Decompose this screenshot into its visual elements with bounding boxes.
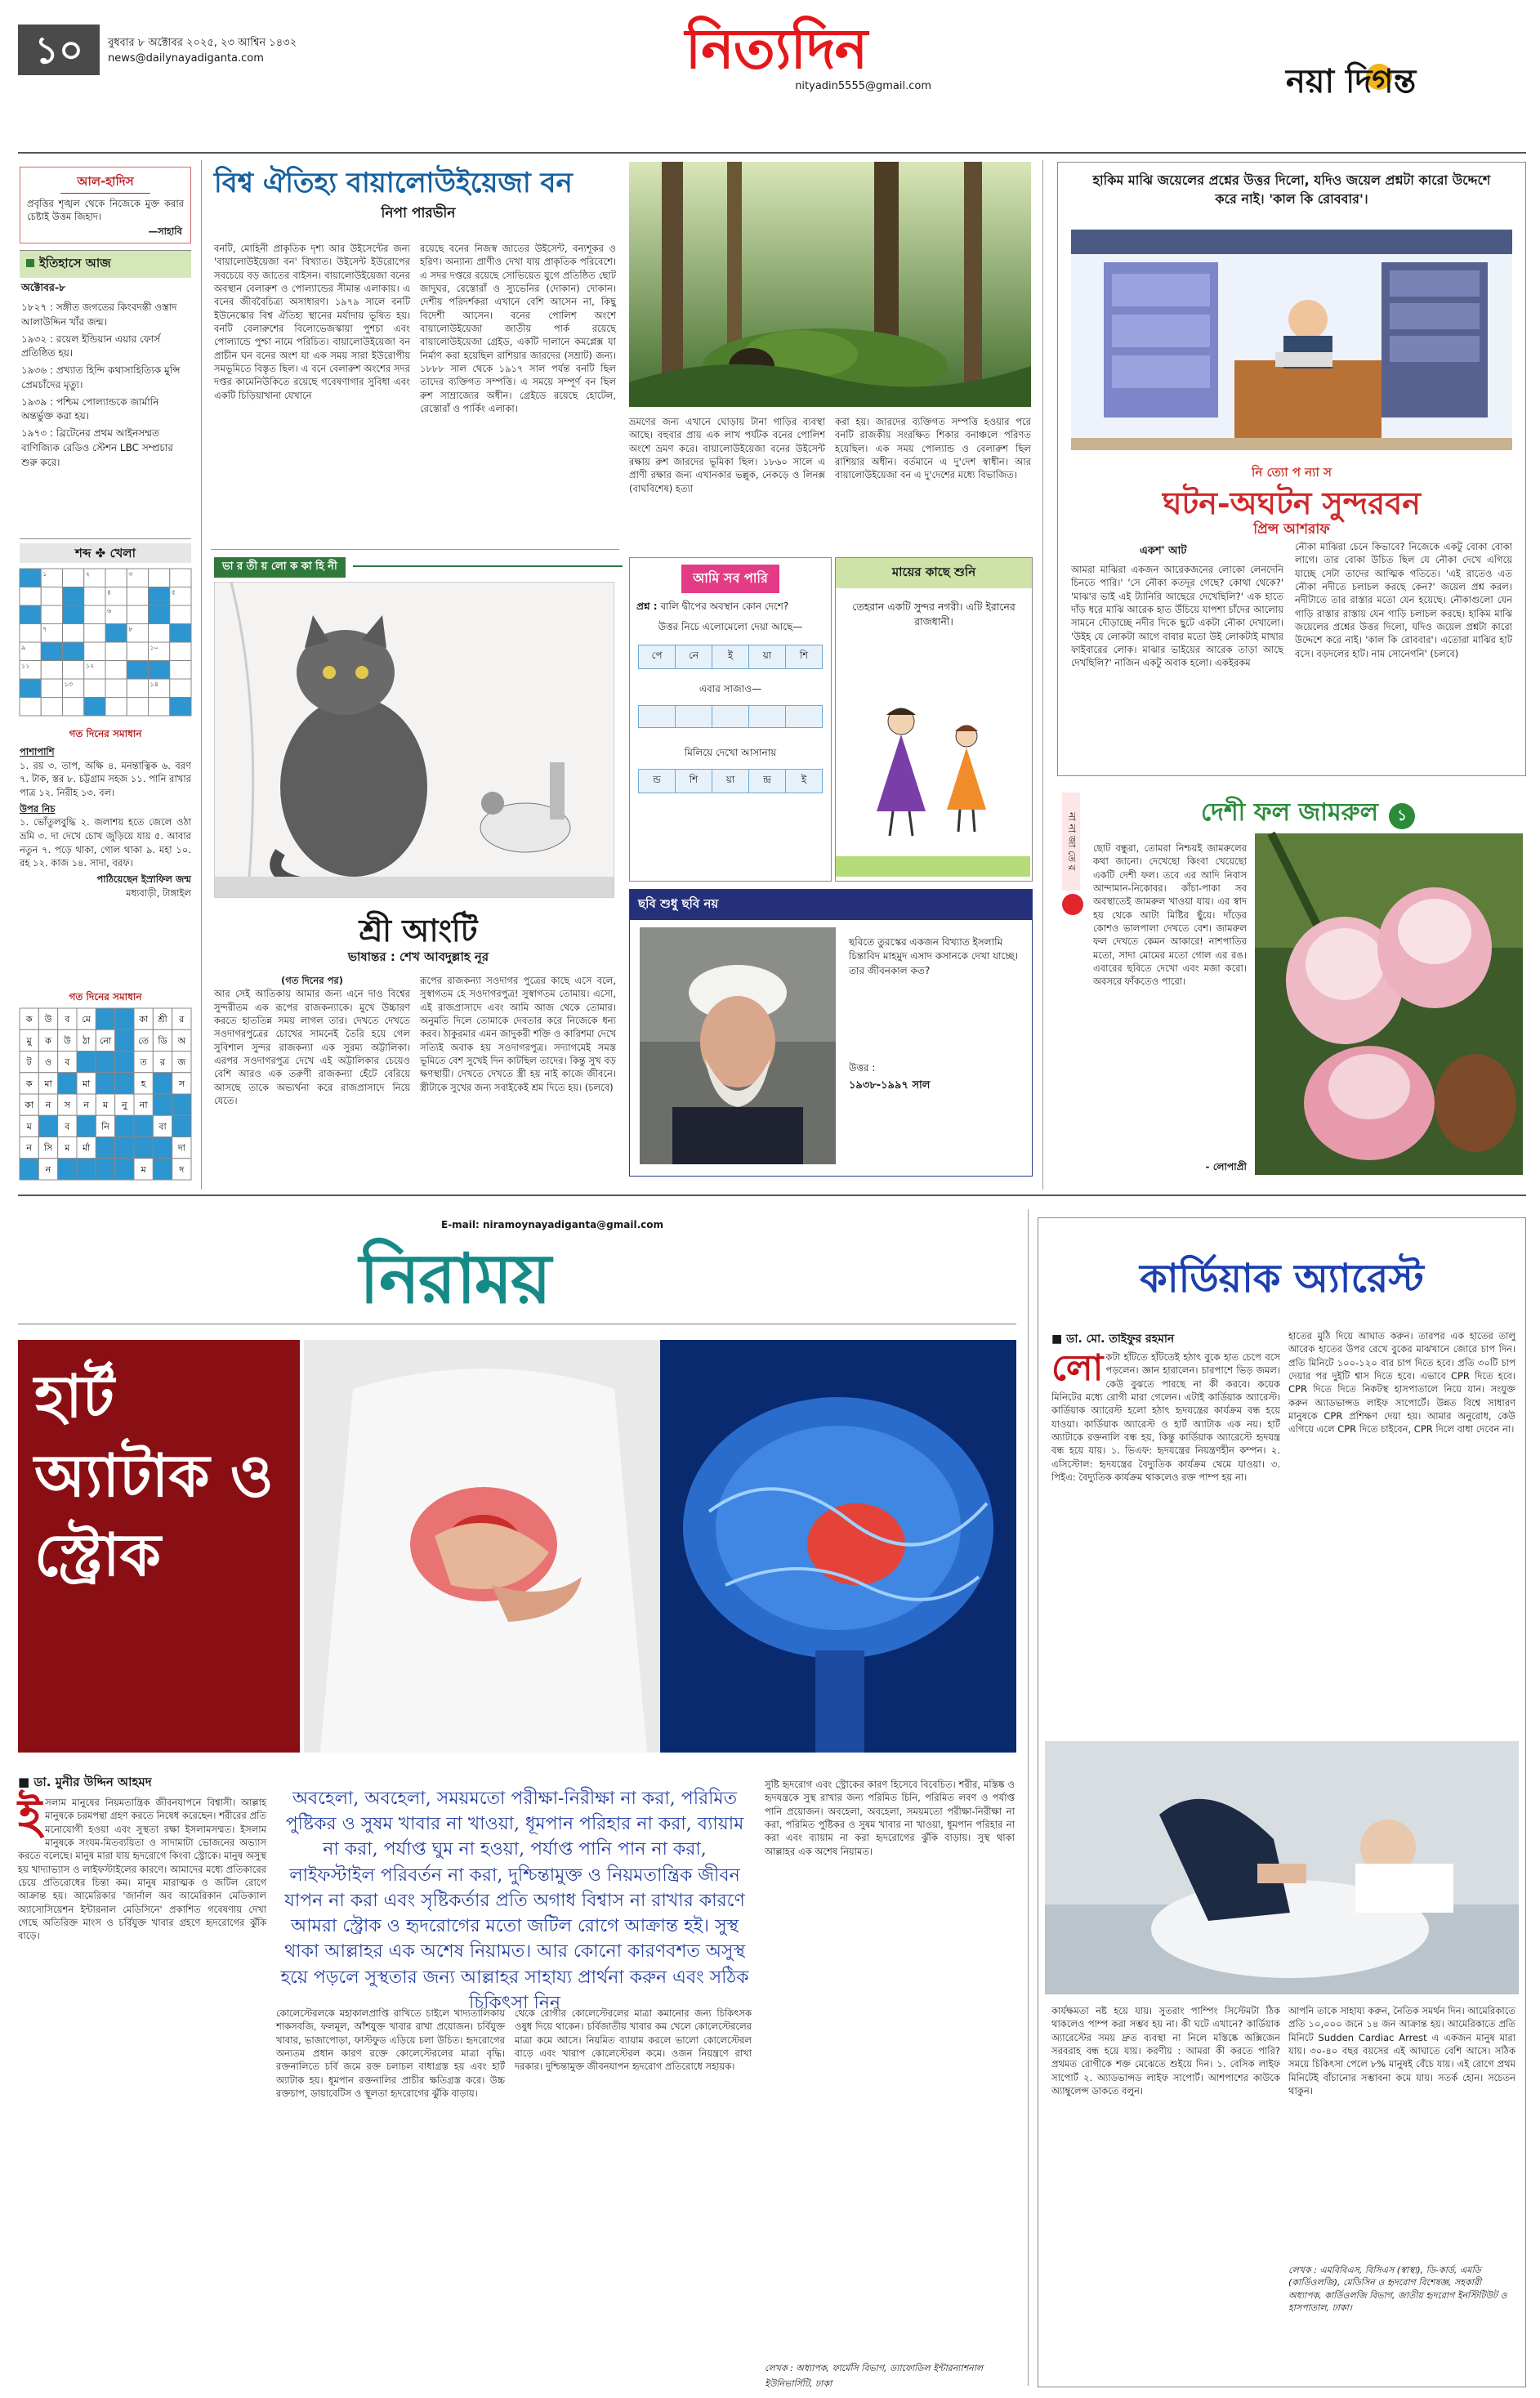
- solution-cell: [96, 1008, 114, 1029]
- crossword-cell[interactable]: [63, 569, 84, 587]
- novel-kicker: নি ত্যো প ন্যা স: [1252, 465, 1332, 480]
- quiz-cell: ই: [786, 770, 822, 793]
- quiz-cell: শি: [676, 770, 712, 793]
- fruit-side-label: [1062, 793, 1080, 891]
- puzzle-author-place: মধ্যবাড়ী, টাঙ্গাইল: [126, 886, 191, 899]
- solution-letter: সি: [43, 1142, 53, 1154]
- quiz-empty-cell[interactable]: [712, 706, 749, 727]
- cardiac-col-3: কার্যক্ষমতা নষ্ট হয়ে যায়। সুতরাং পাম্পিং সিস্টেমটা ঠিক থাকলেও পাম্প করা সম্ভব হয় না। কী ঘটে এখানে? কার্ডিয়াক অ্যারেস্টের সময় দ্রুত ব্যবস্থা না নিলে মস্তিষ্কে অক্সিজেন সরবরাহ বন্ধ হয়ে যায়। করণীয় : আমরা কী করতে পারি? প্রথমত রোগীকে শক্ত মেঝেতে শুইয়ে দিন। ১. বেসিক লাইফ সাপোর্ট ২. অ্যাডভান্সড লাইফ সাপোর্ট। আশপাশের কাউকে অ্যাম্বুলেন্স ডাকতে বলুন।: [1051, 2005, 1280, 2097]
- fruit-photo: [1255, 833, 1523, 1175]
- pull-quote: অবহেলা, অবহেলা, সময়মতো পরীক্ষা-নিরীক্ষা না করা, পরিমিত পুষ্টিকর ও সুষম খাবার না খাওয়া, ধূমপান পরিহার না করা, ব্যায়াম না করা, পর্যাপ্ত ঘুম না হওয়া, পর্যাপ্ত পানি পান না করা, লাইফস্টাইল পরিবর্তন না করা, দুশ্চিন্তামুক্ত ও নিয়মতান্ত্রিক জীবন যাপন না করা এবং সৃষ্টিকর্তার প্রতি অগাধ বিশ্বাস না রাখার কারণে আমরা স্ট্রোক ও হৃদরোগের মতো জটিল রোগে আক্রান্ত হই। সুস্থ থাকা আল্লাহর এক অশেষ নিয়ামত। আর কোনো কারণবশত অসুস্থ হয়ে পড়লে সুস্থতার জন্য আল্লাহর সাহায্য প্রার্থনা করুন এবং সঠিক চিকিৎসা নিন: [280, 1788, 749, 2013]
- solution-cell: [96, 1137, 114, 1159]
- puzzle-title-bar: [20, 543, 191, 563]
- cat-image: [215, 583, 614, 897]
- hadith-source: —সাহাবি: [148, 226, 182, 238]
- mother-box: [835, 557, 1033, 882]
- crossword-cell[interactable]: [105, 624, 127, 643]
- crossword-number: ১১: [21, 662, 30, 670]
- quiz-row-3: [638, 769, 823, 793]
- crossword-grid-svg: [20, 569, 191, 716]
- crossword-number: ২: [85, 570, 90, 578]
- solution-cell: [96, 1159, 114, 1180]
- across-title: পাশাপাশি: [20, 746, 55, 757]
- quiz-row-1: [638, 645, 823, 669]
- office-illustration: [1071, 230, 1512, 450]
- hadith-box: [20, 167, 191, 243]
- quiz-question: বালি দ্বীপের অবস্থান কোন দেশে?: [660, 601, 789, 612]
- solution-grid: [20, 1008, 191, 1180]
- novel-col-2: নৌকা মাঝিরা চেনে কিভাবে? নিজেকে একটু বোকা বোকা লাগে। তার বোকা উচিত ছিল যে নৌকা দেখে এগিয়ে যাচ্ছে সেটা তাদের আত্মিক গতিতে। 'এই রাতেও এত নৌকা নদীতে চলাচল করছে কেন?' জয়েল প্রশ্ন করল। নদীটাতে তার রাস্তার মতো যেন হয়েছে। নৌকাগুলো যেন গাড়ি রাস্তার রাস্তায় যেন গাড়ি চলাচল করছে। হাকিম মাঝি জয়েলের প্রশ্নের উত্তর দিলো, যদিও জয়েল প্রশ্নটা কারো উদ্দেশে করে নাই। 'কাল কি রোববার'। এতোরা মাঝির হাট বসে। বড়দলের হাট। নাম সোনেগনি' (চলবে): [1295, 541, 1512, 659]
- solution-letter: ব: [65, 1056, 70, 1068]
- solution-letter: র: [159, 1056, 166, 1068]
- solution-letter: বা: [158, 1121, 167, 1132]
- crossword-cell[interactable]: [105, 679, 127, 698]
- crossword-cell[interactable]: [170, 679, 191, 698]
- photo-quiz-box: [629, 889, 1033, 1177]
- fruit-title: দেশী ফল জামরুল: [1201, 798, 1379, 827]
- crossword-cell[interactable]: [63, 587, 84, 606]
- niramoy-title: নিরাময়: [359, 1238, 550, 1319]
- fruit-author: - লোপাপ্রী: [1205, 1161, 1247, 1172]
- red-title-panel: [18, 1340, 300, 1753]
- hadith-text: প্রবৃত্তির শৃঙ্খল থেকে নিজেকে মুক্ত করার চেষ্টাই উত্তম জিহাদ।: [27, 198, 184, 223]
- quiz-question-wrap: [630, 593, 831, 615]
- history-list: [20, 301, 191, 470]
- brain-image: [660, 1340, 1016, 1753]
- photo-quiz-tag-bar: [630, 890, 1032, 920]
- section-title-text: নিত্যদিন: [685, 16, 868, 82]
- date-line-block: [108, 36, 435, 67]
- niramoy-col-3: থেকে রোগীর কোলেস্টেরলের মাত্রা কমানোর জন্য চিকিৎসক ওষুধ দিয়ে থাকেন। চর্বিজাতীয় খাবার কম খেলে কোলেস্টেরলের মাত্রা কমে আসে। নিয়মিত ব্যায়াম করলে ভালো কোলেস্টেরল বাড়ে এবং খারাপ কোলেস্টেরল কমে। ওজন নিয়ন্ত্রণে রাখা দরকার। দুশ্চিন্তামুক্ত জীবনযাপন হৃদরোগ প্রতিরোধে সহায়ক।: [515, 2007, 752, 2073]
- mother-text: তেহরান একটি সুন্দর নগরী। এটি ইরানের রাজধানী।: [852, 601, 1016, 628]
- solution-cell: [172, 1094, 191, 1115]
- crossword-cell[interactable]: [41, 642, 62, 661]
- crossword-cell[interactable]: [41, 698, 62, 717]
- crossword-cell[interactable]: [84, 624, 105, 643]
- niramoy-email[interactable]: E-mail: niramoynayadiganta@gmail.com: [441, 1219, 664, 1230]
- novel-title: ঘটন-অঘটন সুন্দরবন: [1163, 485, 1421, 521]
- niramoy-col-1: [18, 1790, 266, 2376]
- history-title: ইতিহাসে আজ: [39, 256, 111, 270]
- solution-letter: উ: [44, 1014, 52, 1025]
- crossword-cell[interactable]: [20, 624, 41, 643]
- folk-tag-label: ভা র তী য় লো ক কা হি নী: [214, 557, 346, 578]
- niramoy-author: ■ ডা. মুনীর উদ্দিন আহমদ: [18, 1775, 152, 1789]
- solution-letter: ম: [141, 1163, 146, 1175]
- crossword-number: ১০: [150, 644, 158, 651]
- cardiac-title: কার্ডিয়াক অ্যারেস্ট: [1140, 1256, 1424, 1302]
- folk-col1-lead: (গত দিনের পর): [281, 975, 343, 986]
- lead-col-2: রয়েছে বনের নিজস্ব জাতের উইসেন্ট, বন্যশূকর ও হরিণ। অন্যান্য প্রাণীও দেখা যায় প্রাকৃতিক পরিবেশে। এ সদর দপ্তরে রয়েছে সোভিয়েত যুগে প্রতিষ্ঠিত ছোট জাদুঘর, রেস্তোরাঁ ও স্যুভেনির (দোকান) দোকান। দেশীয় পরিদর্শকরা এখানে বেশি আসেন না, কিছু বিদেশী আসেন। বনের পোলিশ অংশে বায়ালোউইয়েজা জাতীয় পার্ক রয়েছে বায়ালোউইয়েজা গ্রেইড, একটি দালানে কমপ্লেক্স যা নির্মাণ করা হয়েছিল রাশিয়ার জারদের (সম্রাট) জন্য। ১৮৮৮ সাল থেকে ১৯১৭ সাল পর্যন্ত বনটি ছিল তাদের ব্যক্তিগত সম্পত্তি। এ সময়ে সম্পূর্ণ বন ছিল রুশ সাম্রাজ্যের অধীন। গ্রেইডে রয়েছে হোটেল, রেস্তোরাঁ ও পার্কিং এলাকা।: [420, 243, 616, 414]
- novel-box: [1057, 162, 1526, 776]
- solution-cell: [58, 1159, 77, 1180]
- solution-letter: ক: [45, 1035, 51, 1047]
- crossword-cell[interactable]: [127, 587, 148, 606]
- website[interactable]: news@dailynayadiganta.com: [108, 51, 264, 65]
- history-item: ১৯৩৬ : প্রখ্যাত হিন্দি কথাসাহিত্যিক মুন্সি প্রেমচাঁদের মৃত্যু।: [21, 364, 181, 391]
- paper-logo: [1283, 49, 1528, 98]
- crossword-cell[interactable]: [84, 605, 105, 624]
- crossword-grid: [20, 569, 191, 716]
- folk-title: শ্রী আংটি: [359, 912, 478, 949]
- quiz-cell: ই: [712, 645, 749, 668]
- cardiac-col-1: কটা হাঁটতে হাঁটতেই হঠাৎ বুকে হাত চেপে বসে পড়লেন। জ্ঞান হারালেন। চারপাশে ভিড় জমল। কেউ বুঝতে পারছে না কী করবে। কয়েক মিনিটের মধ্যে রোগী মারা গেলেন। এটাই কার্ডিয়াক অ্যারেস্ট। কার্ডিয়াক অ্যারেস্ট হলো হঠাৎ হৃদযন্ত্রের কার্যক্রম বন্ধ হয়ে যাওয়া। কার্ডিয়াক অ্যারেস্ট ও হার্ট অ্যাটাক এক নয়। হার্ট অ্যাটাকে রক্তনালি বন্ধ হয়, কিন্তু কার্ডিয়াক অ্যারেস্টে হৃদযন্ত্র বন্ধ হয়ে যায়। ১. ভিএফ: হৃদযন্ত্রের নিয়ন্ত্রণহীন কম্পন। ২. এসিস্টোল: হৃদযন্ত্রের বৈদ্যুতিক কার্যক্রম থেমে যাওয়া। ৩. পিইএ: বৈদ্যুতিক কার্যক্রম থাকলেও রক্ত পাম্প হয় না।: [1051, 1351, 1280, 1483]
- prev-solution-label-1: গত দিনের সমাধান: [69, 728, 142, 739]
- crossword-cell[interactable]: [41, 605, 62, 624]
- solution-letter: নু: [122, 1100, 127, 1111]
- solution-letter: ঠা: [83, 1035, 91, 1047]
- folk-col-2: রূপের রাজকন্যা সওদাগর পুত্রের কাছে এসে বলে, সুস্বাগতম হে সওদাগরপুত্র! সুস্বাগতম তোমায়। এসো, এই রাজপ্রাসাদে এবং আমি আজ থেকে তোমার। অনুমতি দিলে তোমাকে দেবতার করে নিজেকে ধন্য করব। ঠাকুরমার এমন জাদুকরী শক্তি ও কারিশমা দেখে সত্যিই অবাক হয় সওদাগরপুত্র। সদ্যাগমেই সমস্ত ভূমিতে বেশ সুখেই দিন কাটছিল তাদের। কিন্তু সুখ বড় ক্ষণস্থায়ী। দেখতে দেখতে স্ত্রী হয় নাই কাজে জীবনে। স্ত্রীটাকে সুখের জন্য সবাইকেই শ্রম দিতে হয়। (চলবে): [420, 975, 616, 1093]
- solution-letter: মা: [44, 1078, 52, 1089]
- crossword-cell[interactable]: [84, 587, 105, 606]
- crossword-cell[interactable]: [63, 661, 84, 680]
- quiz-empty-cell[interactable]: [749, 706, 786, 727]
- crossword-cell[interactable]: [84, 698, 105, 717]
- history-date: অক্টোবর-৮: [21, 281, 66, 293]
- solution-cell: [115, 1115, 134, 1136]
- solution-letter: মু: [26, 1035, 32, 1047]
- photo-quiz-answer-label: উত্তর :: [849, 1062, 876, 1074]
- solution-letter: ও: [44, 1056, 52, 1068]
- solution-letter: শ্রী: [158, 1014, 167, 1025]
- quiz-hint-2: এবার সাজাও—: [699, 683, 762, 695]
- fruit-text: ছোট বন্ধুরা, তোমরা নিশ্চয়ই জামরুলের কথা জানো। দেখেছো কিংবা খেয়েছো একটি দেশী ফল। তবে এর আদি নিবাস আন্দামান-নিকোবর। কাঁচা-পাকা সব অবস্থাতেই জামরুল খাওয়া যায়। এর স্বাদ হয় থেকে আটা মিষ্টির ছুঁয়ে। দাঁড়ের কোশও ভালপালা দেখতে বেশ। জামরুল ফল দেখতে কেমন আকারে! নাশপাতির মতো, সাদা মোমের মতো গোল এর রঙ। এবারের ছবিতে দেখো এবং মজা করো। অবসরে ফাঁকতেও পারো।: [1093, 842, 1247, 988]
- solution-cell: [134, 1115, 153, 1136]
- page-number: ১০: [34, 28, 83, 72]
- crossword-number: ৪: [107, 588, 112, 596]
- crossword-cell[interactable]: [20, 679, 41, 698]
- niramoy-footer: লেখক : অধ্যাপক, ফার্মেসি বিভাগ, ড্যাফোডিল ইন্টারন্যাশনাল ইউনিভার্সিটি, ঢাকা: [765, 2363, 984, 2389]
- niramoy-col-2: কোলেস্টেরলকে মহাকালপ্রাপ্তি রাখিতে চাইলে খাদ্যতালিকায় শাকসবজি, ফলমূল, আঁশযুক্ত খাবার রাখা প্রয়োজন। চর্বিযুক্ত খাবার, ভাজাপোড়া, ফাস্টফুড এড়িয়ে চলা উচিত। হৃদরোগের অন্যতম প্রধান কারণ রক্তে কোলেস্টেরলের মাত্রা বৃদ্ধি। রক্তনালিতে চর্বি জমে রক্ত চলাচল বাধাগ্রস্ত হয় এবং হার্ট অ্যাটাক হয়। ধূমপান রক্তনালির প্রাচীর ক্ষতিগ্রস্ত করে। উচ্চ রক্তচাপ, ডায়াবেটিস ও স্থূলতা হৃদরোগের ঝুঁকি বাড়ায়।: [276, 2007, 505, 2099]
- crossword-cell[interactable]: [63, 698, 84, 717]
- quiz-hint-1: উত্তর নিচে এলোমেলো দেয়া আছে—: [658, 621, 803, 633]
- crossword-cell[interactable]: [149, 605, 170, 624]
- solution-letter: ম: [26, 1121, 32, 1132]
- solution-letter: ন: [45, 1163, 51, 1175]
- section-title: [621, 16, 931, 92]
- photo-quiz-answer: ১৯৩৮-১৯৯৭ সাল: [849, 1079, 931, 1092]
- solution-cell: [153, 1073, 172, 1094]
- prev-solution-label-2: গত দিনের সমাধান: [69, 991, 142, 1003]
- solution-cell: [153, 1137, 172, 1159]
- crossword-number: ১: [42, 570, 47, 578]
- solution-cell: [58, 1073, 77, 1094]
- crossword-cell[interactable]: [170, 569, 191, 587]
- crossword-cell[interactable]: [127, 661, 148, 680]
- history-item: ১৮২৭ : সঙ্গীত জগতের কিংবদন্তী ওস্তাদ আলাউদ্দিন খাঁর জন্ম।: [21, 301, 177, 328]
- crossword-number: ৬: [107, 607, 112, 614]
- solution-letter: ব: [65, 1014, 70, 1025]
- crossword-cell[interactable]: [127, 698, 148, 717]
- crossword-cell[interactable]: [149, 661, 170, 680]
- crossword-cell[interactable]: [149, 587, 170, 606]
- crossword-cell[interactable]: [105, 569, 127, 587]
- cardiac-col-1-wrap: [1051, 1347, 1280, 1726]
- crossword-cell[interactable]: [41, 587, 62, 606]
- solution-letter: নি: [101, 1121, 109, 1132]
- solution-cell: [38, 1115, 57, 1136]
- crossword-cell[interactable]: [63, 605, 84, 624]
- solution-cell: [115, 1052, 134, 1073]
- crossword-cell[interactable]: [84, 642, 105, 661]
- solution-cell: [115, 1159, 134, 1180]
- solution-cell: [96, 1052, 114, 1073]
- crossword-cell[interactable]: [170, 661, 191, 680]
- quiz-cell: পে: [639, 645, 676, 668]
- puzzle-title: শব্দ ✤ খেলা: [75, 546, 136, 560]
- solution-cell: [153, 1094, 172, 1115]
- history-item: ১৯৭৩ : ব্রিটেনের প্রথম আইনসম্মত বাণিজ্যিক রেডিও স্টেশন LBC সম্প্রচার শুরু করে।: [21, 427, 173, 468]
- cardiac-drop-cap: লো: [1051, 1347, 1104, 1389]
- solution-letter: স: [178, 1078, 185, 1089]
- solution-letter: ন: [83, 1100, 89, 1111]
- cardiac-footer: লেখক : এমবিবিএস, বিসিএস (স্বাস্থ্য), ডি-কার্ড, এমডি (কার্ডিওলজি), মেডিসিন ও হৃদরোগ বিশেষজ্ঞ, সহকারী অধ্যাপক, কার্ডিওলজি বিভাগ, জাতীয় হৃদরোগ ইনস্টিটিউট ও হাসপাতাল, ঢাকা।: [1288, 2265, 1507, 2314]
- quiz-tag: আমি সব পারি: [681, 565, 779, 593]
- quiz-cell: ন্ড: [639, 770, 676, 793]
- cpr-photo: [1045, 1741, 1519, 1994]
- paper-name: নয়া দিগন্ত: [1286, 62, 1417, 100]
- solution-letter: ক: [25, 1078, 33, 1089]
- solution-cell: [115, 1029, 134, 1051]
- solution-letter: ত: [140, 1056, 147, 1068]
- solution-letter: ডি: [158, 1035, 167, 1047]
- solution-letter: দ: [179, 1163, 185, 1175]
- crossword-cell[interactable]: [127, 642, 148, 661]
- crossword-cell[interactable]: [170, 605, 191, 624]
- cardiac-col-2: হাতের মুঠি দিয়ে আঘাত করুন। তারপর এক হাতের তালু আরেক হাতের উপর রেখে বুকের মাঝখানে জোরে চাপ দিন। প্রতি মিনিটে ১০০-১২০ বার চাপ দিতে হবে। প্রতি ৩০টি চাপ দেয়ার পর দুইটি শ্বাস দিতে হবে। এভাবে CPR দিতে হবে। CPR দিতে দিতে নিকটস্থ হাসপাতালে নিয়ে যান। সংযুক্ত করুন অ্যাডভান্সড লাইফ সাপোর্টে। উন্নত বিশ্বে সাধারণ মানুষকে CPR প্রশিক্ষণ দেয়া হয়। আমার অনুরোধ, কেউ এগিয়ে এলে CPR দিতে চাইবেন, CPR দিলে বাধা দেবেন না।: [1288, 1330, 1515, 1436]
- lead-col-3: ভ্রমণের জন্য এখানে ঘোড়ায় টানা গাড়ির ব্যবস্থা আছে। বহুবার প্রায় এক লাখ পর্যটক বনের পোলিশ অংশে ভ্রমণ করে। বায়ালোউইয়েজা বনের উইসেন্ট রক্ষায় রুশ জারদের ভূমিকা ছিল। ১৮৬০ সালে এ প্রাণী রক্ষার জন্য এখানকার ভল্লুক, নেকড়ে ও লিনক্স (বাঘবিশেষ) হত্যা: [629, 416, 825, 494]
- crossword-number: ৯: [21, 644, 26, 651]
- brain-photo: [660, 1340, 1016, 1753]
- crossword-cell[interactable]: [170, 642, 191, 661]
- folk-tag-rule: [353, 565, 623, 567]
- solution-cell: [153, 1159, 172, 1180]
- lead-story-byline: নিপা পারভীন: [381, 205, 456, 221]
- solution-letter: ন: [26, 1142, 32, 1154]
- red-title: হার্ট অ্যাটাক ও স্ট্রোক: [34, 1361, 274, 1590]
- history-box: [20, 250, 191, 539]
- solution-cell: [134, 1137, 153, 1159]
- solution-letter: উ: [64, 1035, 71, 1047]
- solution-letter: র: [179, 1014, 185, 1025]
- history-icon: [26, 259, 34, 267]
- lead-col-1: বনটি, মোহিনী প্রাকৃতিক দৃশ্য আর উইসেন্টের জন্য 'বায়ালোউইয়েজা বন' বিখ্যাত। উইসেন্ট ইউরোপের সবচেয়ে বড় জাতের বাইসন। বায়ালোউইয়েজা বনের অবস্থান বেলারুশ ও পোল্যান্ডের সীমান্ত এলাকায়। এ বনের জীববৈচিত্র্য অসাধারণ। ১৯৭৯ সালে বনটি ইউনেস্কোর বিশ্ব ঐতিহ্য স্থানের মর্যাদায় ভূষিত হয়। বনটি বেলারুশের বিলোভেজস্কায়া পুশচা এবং পোল্যান্ডে পুশ্চা নামে পরিচিত। বায়ালোউইয়েজা বন প্রাচীন ঘন বনের অংশ যা এক সময় সারা ইউরোপীয় সমভূমিতে বিস্তৃত ছিল। এ বনে বেলারুশ অংশের সদর দপ্তর কামেনিউকিতে রয়েছে গবেষণাগার সুবিধা এবং একটি চিড়িয়াখানা যেখানে: [214, 243, 410, 401]
- down-title: উপর নিচ: [20, 802, 56, 815]
- drop-cap: ই: [18, 1790, 42, 1843]
- photo-quiz-text: ছবিতে তুরস্কের একজন বিখ্যাত ইসলামি চিন্তাবিদ মাহমুদ এসাদ কসানকে দেখা যাচ্ছে। তার জীবনকাল কত?: [849, 936, 1018, 976]
- solution-letter: ন: [45, 1100, 51, 1111]
- solution-cell: [115, 1073, 134, 1094]
- solution-letter: ম: [102, 1100, 109, 1111]
- solution-letter: জ: [177, 1056, 186, 1068]
- solution-letter: কা: [25, 1100, 34, 1111]
- quiz-cell: শি: [786, 645, 822, 668]
- solution-cell: [96, 1073, 114, 1094]
- novel-episode: একশ' আট: [1140, 545, 1187, 557]
- crossword-cell[interactable]: [20, 605, 41, 624]
- crossword-cell[interactable]: [84, 679, 105, 698]
- crossword-number: ৩: [128, 570, 133, 578]
- solution-grid-svg: [20, 1008, 191, 1180]
- forest-image: [629, 162, 1031, 407]
- crossword-cell[interactable]: [41, 661, 62, 680]
- mother-tag: মায়ের কাছে শুনি: [836, 558, 1032, 588]
- solution-letter: না: [139, 1100, 148, 1111]
- quiz-row-2: [638, 705, 823, 728]
- solution-cell: [77, 1115, 96, 1136]
- crossword-cell[interactable]: [41, 679, 62, 698]
- quiz-empty-cell[interactable]: [676, 706, 712, 727]
- solution-letter: র্মা: [83, 1142, 91, 1154]
- crossword-cell[interactable]: [105, 698, 127, 717]
- solution-letter: মে: [82, 1014, 91, 1025]
- solution-letter: ট: [26, 1056, 32, 1068]
- rose-apple-image: [1255, 833, 1523, 1175]
- solution-cell: [115, 1008, 134, 1029]
- quiz-empty-cell[interactable]: [786, 706, 822, 727]
- lead-col-4: করা হয়। জারদের ব্যক্তিগত সম্পত্তি হওয়ার পরে বনটি রাজকীয় সংরক্ষিত শিকার বনাঞ্চলে পরিণত হয়েছিল। এক সময় পোল্যান্ড ও বেলারুশ ছিল রাশিয়ার অধীন। বর্তমানে এ দু'দেশ স্বাধীন। আর বায়ালোউইয়েজা বন এ দু'দেশের মধ্যে বিভাজিত।: [835, 416, 1031, 481]
- folk-translator: ভাষান্তর : শেখ আবদুল্লাহ নূর: [347, 949, 489, 964]
- fruit-side-label-text: না না জা তে র: [1066, 812, 1078, 871]
- quiz-cell: য়া: [712, 770, 749, 793]
- crossword-cell[interactable]: [105, 642, 127, 661]
- page-number-box: [18, 25, 100, 75]
- puzzle-author: পাঠিয়েছেন ইস্রাফিল জন্ম: [96, 873, 191, 886]
- solution-letter: ব: [65, 1121, 70, 1132]
- solution-letter: ম: [65, 1142, 70, 1154]
- cardiac-author: ■ ডা. মো. তাইফুর রহমান: [1051, 1333, 1175, 1346]
- crossword-number: ১৪: [150, 681, 158, 688]
- solution-letter: হ: [141, 1078, 146, 1089]
- chest-pain-image: [304, 1340, 660, 1753]
- fruit-number: ১: [1389, 803, 1415, 829]
- crossword-number: ৮: [128, 625, 133, 633]
- history-title-bar: [20, 251, 191, 278]
- solution-letter: স: [64, 1100, 70, 1111]
- solution-cell: [20, 1159, 38, 1180]
- crossword-cell[interactable]: [149, 698, 170, 717]
- girls-illustration: [836, 672, 1030, 877]
- crossword-cell[interactable]: [149, 569, 170, 587]
- crossword-cell[interactable]: [127, 605, 148, 624]
- solution-letter: অ: [177, 1035, 186, 1047]
- down-text: ১. ভোঁতুলবুদ্ধি ২. জলাশয় হতে জেলে ওঠা ভ্রমি ৩. দা দেখে চোখ জুড়িয়ে যায় ৫. আবার নতুন ৭. পড়ে থাকা, গোল থাকা ৯. মহা ১০. রহ ১২. কাজ ১৪. সাদা, বরফ।: [20, 816, 191, 869]
- lead-story-title: বিশ্ব ঐতিহ্য বায়ালোউইয়েজা বন: [214, 167, 573, 199]
- quiz-empty-cell[interactable]: [639, 706, 676, 727]
- crossword-cell[interactable]: [63, 642, 84, 661]
- quiz-question-label: প্রশ্ন :: [636, 601, 658, 612]
- quiz-hint-3: মিলিয়ে দেখো আসানায়: [684, 747, 777, 759]
- heart-attack-photo: [304, 1340, 660, 1753]
- history-item: ১৯৩৯ : পশ্চিম পোল্যান্ডকে জার্মানি অন্তর্ভুক্ত করা হয়।: [21, 395, 159, 422]
- cat-illustration: [214, 582, 614, 898]
- crossword-number: ৭: [42, 625, 47, 633]
- crossword-cell[interactable]: [20, 569, 41, 587]
- history-item: ১৯৩২ : রয়েল ইন্ডিয়ান এয়ার ফোর্স প্রতিষ্ঠিত হয়।: [21, 333, 161, 359]
- solution-letter: মা: [83, 1078, 91, 1089]
- quiz-cell: নে: [676, 645, 712, 668]
- solution-letter: তে: [138, 1035, 150, 1047]
- crossword-cell[interactable]: [105, 661, 127, 680]
- crossword-number: ৫: [171, 588, 176, 596]
- quiz-tag-wrap: [630, 565, 831, 593]
- quiz-cell: য়া: [749, 645, 786, 668]
- forest-photo: [629, 162, 1031, 407]
- fruit-title-row: [1201, 793, 1528, 834]
- crossword-cell[interactable]: [20, 587, 41, 606]
- niramoy-col-4: সুষ্টি হৃদরোগ এবং স্ট্রোকের কারণ হিসেবে বিবেচিত। শরীর, মস্তিষ্ক ও হৃদযন্ত্রকে সুস্থ রাখার জন্য পরিমিত চিনি, পরিমিত লবণ ও পর্যাপ্ত পানি প্রয়োজন। অবহেলা, অবহেলা, সময়মতো পরীক্ষা-নিরীক্ষা না করা, পরিমিত পুষ্টিকর ও সুষম খাবার না খাওয়া, ধূমপান পরিহার না করা এবং ব্যায়াম না করা হৃদরোগের ঝুঁকি বাড়ায়। সুস্থ থাকা আল্লাহর এক অশেষ নিয়ামত।: [765, 1779, 1015, 1857]
- across-text: ১. রয় ৩. তাপ, অক্ষি ৪. মনন্তাত্বিক ৬. বরণ ৭. টাক, স্তর ৮. চট্টগ্রাম সহজ ১১. পানি রাখার পাত্র ১২. নিরীহ ১৩. বল।: [20, 759, 191, 799]
- crossword-cell[interactable]: [127, 679, 148, 698]
- crossword-cell[interactable]: [170, 698, 191, 717]
- niramoy-col-1-text: সলাম মানুষের নিয়মতান্ত্রিক জীবনযাপনে বিশ্বাসী। আল্লাহ মানুষকে চরমপন্থা গ্রহণ করতে নিষেধ করেছেন। শরীরের প্রতি মনোযোগী হওয়া এবং সুস্থতা রক্ষা ইসলামসম্মত। ইসলাম মানুষকে সংযম-মিতব্যয়িতা ও সাদামাটা ভোজনের অভ্যাস করতে বলেছে। মানুষ মারা যায় হৃদরোগে কিংবা স্ট্রোকে। মানুষ অসুস্থ হয় খাদ্যাভ্যাস ও লাইফস্টাইলের কারণে। আমাদের মধ্যে প্রতিকারের চেয়ে প্রতিরোধের চিন্তা কম। মানুষ মারাত্মক ও জটিল রোগে আক্রান্ত হয়। আমেরিকার 'জার্নাল অব আমেরিকান মেডিক্যাল অ্যাসোসিয়েশন ইন্টারনাল মেডিসিনে' প্রকাশিত গবেষণায় দেখা গেছে অতিরিক্ত মাংস ও চর্বিযুক্ত খাবার গ্রহণে হৃদরোগের ঝুঁকি বাড়ে।: [18, 1797, 266, 1942]
- portrait-photo: [640, 927, 836, 1164]
- crossword-cell[interactable]: [63, 624, 84, 643]
- novel-byline: প্রিন্স আশরাফ: [1253, 521, 1330, 538]
- photo-quiz-tag: ছবি শুধু ছবি নয়: [638, 896, 719, 911]
- quiz-box: [629, 557, 832, 882]
- crossword-number: ১২: [85, 662, 95, 670]
- cardiac-col-4: আপনি তাকে সাহায্য করুন, নৈতিক সমর্থন দিন। আমেরিকাতে প্রতি ১০,০০০ জনে ১৪ জন আক্রান্ত হয়। আমেরিকাতে প্রতি মিনিটে Sudden Cardiac Arrest এ একজন মানুষ মারা যায়। ৩০-৪০ বছর বয়সের এই আঘাতে বেশি আসে। সঠিক সময়ে চিকিৎসা পেলে ৮% মানুষই বেঁচে যায়। এই রোগে প্রথম মিনিটেই বাঁচানোর সম্ভাবনা কমে যায়। সতর্ক হোন। সচেতন থাকুন।: [1288, 2005, 1515, 2097]
- solution-cell: [172, 1115, 191, 1136]
- cardiac-box: [1038, 1217, 1526, 2387]
- hadith-title: আল-হাদিস: [60, 172, 150, 194]
- puzzle-clues: [20, 745, 191, 900]
- solution-cell: [77, 1159, 96, 1180]
- section-email[interactable]: nityadin5555@gmail.com: [795, 80, 931, 92]
- fruit-badge: [1062, 894, 1083, 915]
- crossword-cell[interactable]: [149, 624, 170, 643]
- folk-tag: [214, 557, 623, 575]
- folk-col1-text: আর সেই আতিকায় আমার জন্য এনে দাও বিশ্বের সুন্দরীতম এক রূপের রাজকন্যাকে। মুখে উচ্চারণ করতে হাততিন্ন সময় লাগল তার। দেখতে দেখতে সওদাগরপুত্রের চোখের সামনেই তৈরি হয়ে গেল সুবিশাল সুন্দর রাজকন্যা এক সুরম্য অট্টালিকা। এরপর সওদাগরপুত্র দেখে এই অট্টালিকার চেয়েও বেশি আরও এক তরুণী রাজকন্যা হেঁটে বেরিয়ে আসছে তাকে অভ্যর্থনা করে রাজপ্রাসাদে নিয়ে যেতে।: [214, 988, 410, 1106]
- crossword-cell[interactable]: [170, 624, 191, 643]
- date-line: বুধবার ৮ অক্টোবর ২০২৫, ২৩ আশ্বিন ১৪৩২: [108, 37, 297, 49]
- crossword-number: ১৩: [64, 681, 73, 688]
- novel-col-1: আমরা মাঝিরা একজন আরেকজনের লোকো লেনদেনি চিনতে পারি।' 'সে নৌকা কতদূর গেছে? কোথা থেকে?' 'মাঝ'র ভাই এই ট্যানিরি আছেরে দেখেছিলি?' এক হাতে দাঁড় ধরে মাঝি আরেক হাত উঁচিয়ে যাপশা চাঁদের আলোয় সামনে দৌড়াচ্ছে নদীর দিকে ছুটে একটা নৌকা দেখালো। 'উইহ যে লোকটা আগে বাবার মতো উই লোকটাই মাখার ফাইবারের লোক। মাঝার ভাইয়ের আরেক তাড়া আছে দেখছিলি?' নাজিন একটু অবাক হলো। একইরকম: [1071, 564, 1283, 669]
- solution-cell: [77, 1052, 96, 1073]
- solution-cell: [115, 1137, 134, 1159]
- solution-letter: নো: [99, 1035, 112, 1047]
- solution-letter: কা: [139, 1014, 149, 1025]
- folk-col-1: [214, 974, 410, 1170]
- quiz-cell: ন্দ্র: [749, 770, 786, 793]
- novel-header: হাকিম মাঝি জয়েলের প্রশ্নের উত্তর দিলো, যদিও জয়েল প্রশ্নটা কারো উদ্দেশে করে নাই। 'কাল কি রোববার'।: [1092, 172, 1491, 208]
- solution-letter: দা: [177, 1142, 185, 1154]
- crossword-cell[interactable]: [20, 698, 41, 717]
- solution-letter: ক: [25, 1014, 33, 1025]
